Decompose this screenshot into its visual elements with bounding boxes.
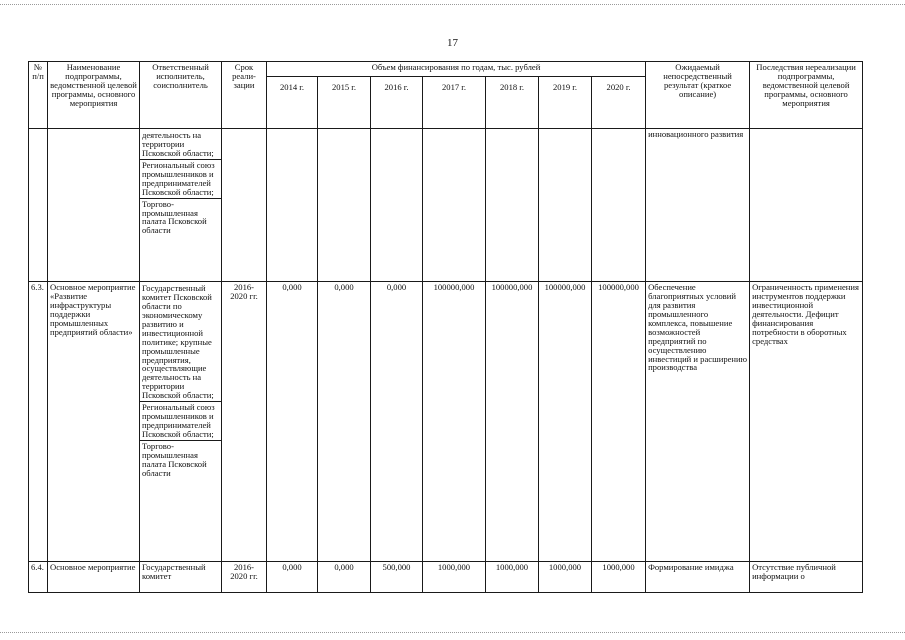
header-name: Наименование подпрограммы, ведомственной целевой программы, основного мероприятия — [48, 62, 140, 129]
responsible-item: Региональный союз промышленников и предпринимателей Псковской области; — [140, 401, 221, 440]
cell-value-2018: 100000,000 — [486, 282, 539, 562]
header-num: № п/п — [29, 62, 48, 129]
table-row-continuation — [29, 129, 863, 282]
cell-value-2016: 0,000 — [371, 282, 423, 562]
cell-value-2014: 0,000 — [267, 562, 318, 593]
cell-result: Формирование имиджа — [646, 562, 750, 593]
cell-value — [592, 129, 646, 282]
cell-result: инновационного развития — [646, 129, 750, 282]
responsible-item: Торгово-промышленная палата Псковской области — [140, 440, 221, 479]
cell-value-2020: 100000,000 — [592, 282, 646, 562]
cell-value-2019: 100000,000 — [539, 282, 592, 562]
cell-value — [267, 129, 318, 282]
funding-table — [28, 61, 863, 593]
header-year: 2018 г. — [486, 77, 539, 129]
header-year: 2017 г. — [423, 77, 486, 129]
cell-value-2015: 0,000 — [318, 282, 371, 562]
cell-responsible — [140, 282, 222, 562]
cell-consequence: Отсутствие публичной информации о — [750, 562, 863, 593]
responsible-item: Государственный комитет Псковской области по экономическому развитию и инвестиционной политике; крупные промышленные предприятия, осуществляющие деятельность на территории Псковской области; — [142, 283, 214, 401]
cell-value — [371, 129, 423, 282]
header-year: 2014 г. — [267, 77, 318, 129]
cell-responsible: Государственный комитет — [140, 562, 222, 593]
cell-value-2015: 0,000 — [318, 562, 371, 593]
header-responsible: Ответственный исполнитель, соисполнитель — [140, 62, 222, 129]
cell-result: Обеспечение благоприятных условий для развития промышленного комплекса, повышение возможностей предприятий по осуществлению инвестиций и расширению производства — [646, 282, 750, 562]
header-result: Ожидаемый непосредственный результат (краткое описание) — [646, 62, 750, 129]
header-year: 2019 г. — [539, 77, 592, 129]
header-year: 2020 г. — [592, 77, 646, 129]
header-year: 2016 г. — [371, 77, 423, 129]
cell-consequence: Ограниченность применения инструментов поддержки инвестиционной деятельности. Дефицит финансирования потребности в оборотных средствах — [750, 282, 863, 562]
scan-edge-bottom — [0, 632, 905, 633]
responsible-item: Региональный союз промышленников и предпринимателей Псковской области; — [140, 159, 221, 198]
cell-value-2016: 500,000 — [371, 562, 423, 593]
cell-name: Основное мероприятие «Развитие инфраструктуры поддержки промышленных предприятий области» — [48, 282, 140, 562]
cell-num: 6.3. — [29, 282, 48, 562]
cell-name: Основное мероприятие — [48, 562, 140, 593]
cell-term — [222, 129, 267, 282]
cell-term: 2016- 2020 гг. — [222, 562, 267, 593]
cell-value — [423, 129, 486, 282]
header-consequence: Последствия нереализации подпрограммы, ведомственной целевой программы, основного мероприятия — [750, 62, 863, 129]
cell-value-2017: 100000,000 — [423, 282, 486, 562]
cell-term: 2016- 2020 гг. — [222, 282, 267, 562]
table-row-6-3 — [29, 282, 863, 562]
cell-value — [539, 129, 592, 282]
scan-edge-top — [0, 4, 905, 5]
table-row-6-4 — [29, 562, 863, 593]
cell-value — [486, 129, 539, 282]
header-year: 2015 г. — [318, 77, 371, 129]
header-funding: Объем финансирования по годам, тыс. рублей — [267, 62, 646, 77]
cell-name — [48, 129, 140, 282]
responsible-item: Торгово-промышленная палата Псковской области — [140, 198, 221, 237]
cell-num: 6.4. — [29, 562, 48, 593]
cell-responsible — [140, 129, 222, 282]
header-row-1 — [29, 62, 863, 77]
cell-value-2020: 1000,000 — [592, 562, 646, 593]
cell-value-2018: 1000,000 — [486, 562, 539, 593]
cell-value-2019: 1000,000 — [539, 562, 592, 593]
cell-value — [318, 129, 371, 282]
header-term: Срок реали- зации — [222, 62, 267, 129]
cell-consequence — [750, 129, 863, 282]
responsible-item: деятельность на территории Псковской области; — [142, 130, 214, 158]
cell-value-2017: 1000,000 — [423, 562, 486, 593]
cell-num — [29, 129, 48, 282]
cell-value-2014: 0,000 — [267, 282, 318, 562]
page-number: 17 — [447, 37, 458, 49]
